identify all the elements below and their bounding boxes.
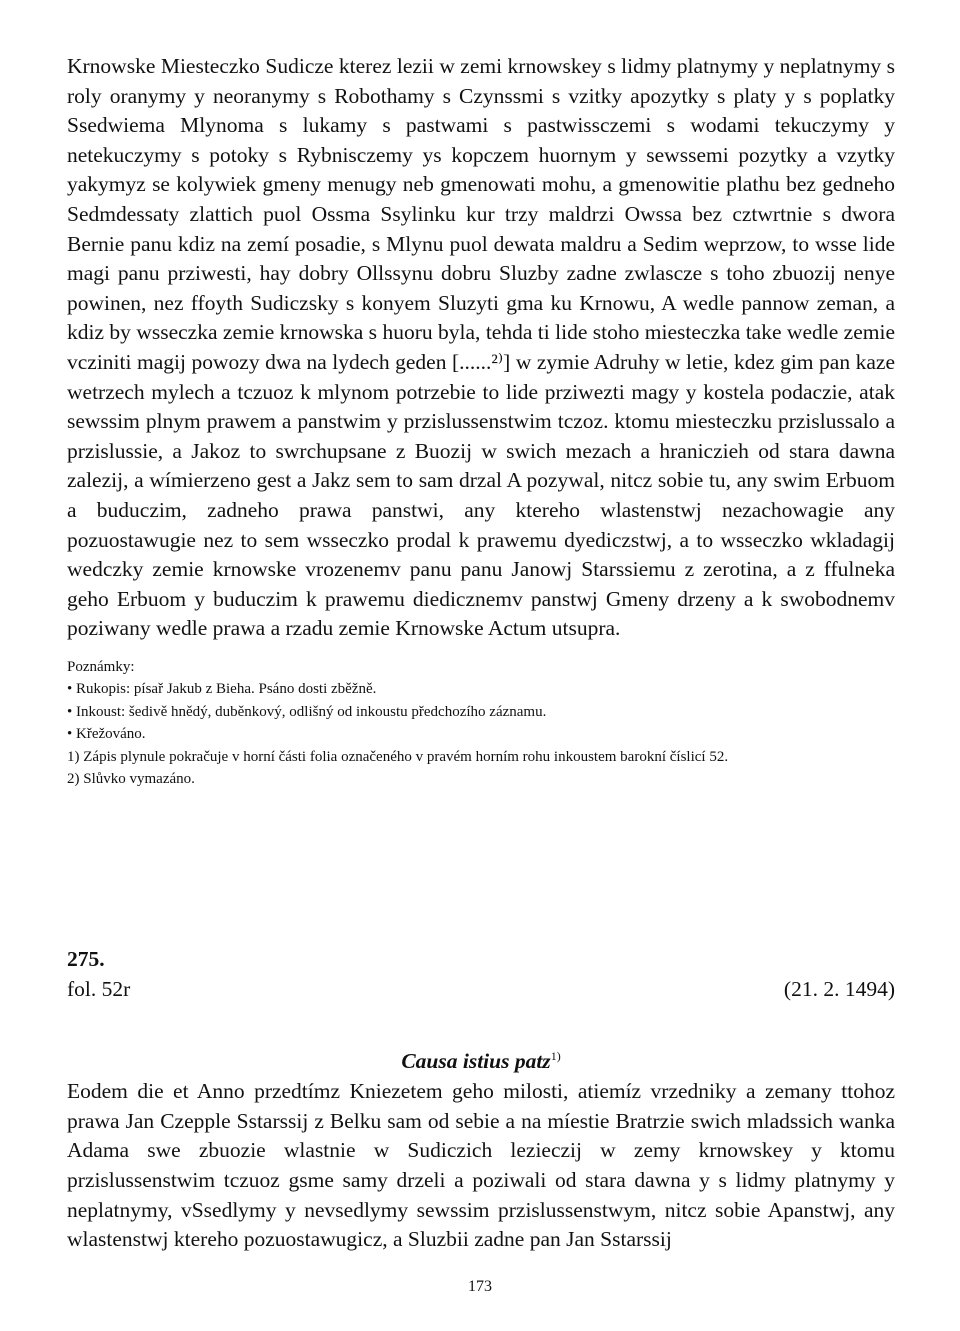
page-number: 173 (468, 1278, 492, 1295)
entry-275 (67, 944, 895, 1255)
note-item: • Rukopis: písař Jakub z Bieha. Psáno dosti zběžně. (67, 681, 377, 698)
entry-number: 275. (67, 947, 105, 971)
main-text-paragraph: Krnowske Miesteczko Sudicze kterez lezii w zemi krnowskey s lidmy platnymy y neplatnymy s roly oranymy y neoranymy s Robothamy s Czynssmi s vzitky apozytky s platy y s poplatky Ssedwiema Mlynoma s lukamy s pastwami s pastwissczemi s wodami tekuczymy y netekuczymy s potoky s Rybnisczemy ys kopczem huornym y sewssemi pozytky a vzytky yakymyz se kolywiek gmeny menugy neb gmenowati mohu, a gmenowitie plathu bez gedneho Sedmdessaty zlattich puol Ossma Ssylinku kur trzy maldrzi Owssa bez cztwrtnie s dwora Bernie panu kdiz na zemí posadie, s Mlynu puol dewata maldru a Sedim weprzow, to wsse lide magi panu prziwesti, hay dobry Ollssynu dobru Sluzby zadne zwlascze s toho zbuozij nenye powinen, nez ffoyth Sudiczsky s konyem Sluzyti gma ku Krnowu, A wedle pannow zeman, a kdiz by wsseczka zemie krnowska s huoru byla, tehda ti lide stoho miesteczka take wedle zemie vcziniti magij powozy dwa na lydech geden [......²⁾] w zymie Adruhy w letie, kdez gim pan kaze wetrzech mylech a tczuoz k mlynom potrzebie to lide prziwezti magy y kostela podaczie, atak sewssim plnym prawem a panstwim y przislussenstwim tczoz. ktomu miesteczku przislussalo a przislussie, a Jakoz to swrchupsane z Buozij w swich mezach a hraniczieh od stara dawna zalezij, a wímierzeno gest a Jakz sem to sam drzal A pozywal, nitcz sobie tu, any swim Erbuom a buduczim, zadneho prawa panstwi, any ktereho wlastenstwj nezachowagie any pozuostawugie nez to sem wsseczko prodal k prawemu dyediczstwj, a to wsseczko wkladagij wedczky zemie krnowske vrozenemv panu panu Janowj Starssiemu z zerotina, a z ffulneka geho Erbuom y buduczim k prawemu diedicznemv panstwj Gmeny drzeny a k swobodnemv poziwany wedle prawa a rzadu zemie Krnowske Actum utsupra. (67, 54, 895, 641)
notes-section (67, 656, 895, 790)
entry-heading (67, 1042, 895, 1075)
entry-meta-row (67, 974, 895, 1004)
note-item: • Inkoust: šedivě hnědý, duběnkový, odlišný od inkoustu předchozího záznamu. (67, 703, 547, 720)
entry-heading-text: Causa istius patz (401, 1049, 551, 1074)
note-item: • Křežováno. (67, 726, 146, 743)
note-item: 2) Slůvko vymazáno. (67, 770, 195, 787)
entry-date: (21. 2. 1494) (783, 977, 895, 1001)
note-item: 1) Zápis plynule pokračuje v horní části folia označeného v pravém horním rohu inkoustem barokní číslicí 52. (67, 748, 729, 765)
entry-heading-footnote-marker: 1) (550, 1049, 561, 1063)
notes-title: Poznámky: (67, 658, 135, 675)
document-page (67, 52, 895, 790)
entry-text: Eodem die et Anno przedtímz Kniezetem geho milosti, atiemíz vrzedniky a zemany ttohoz prawa Jan Czepple Sstarssij z Belku sam od sebie a na míestie Bratrzie swich mladssich wanka Adama swe zbuozie wlastnie w Sudiczich lezieczij w zemy krnowskey y ktomu przislussenstwim tczuoz gsme samy drzeli a poziwali od stara dawna y s lidmy platnymy y neplatnymy, vSsedlymy y nevsedlymy sewssim przislussenstwym, nitcz sobie Apanstwj, any wlastenstwj ktereho pozuostawugicz, a Sluzbii zadne pan Jan Sstarssij (67, 1079, 895, 1252)
entry-folio: fol. 52r (67, 977, 131, 1001)
